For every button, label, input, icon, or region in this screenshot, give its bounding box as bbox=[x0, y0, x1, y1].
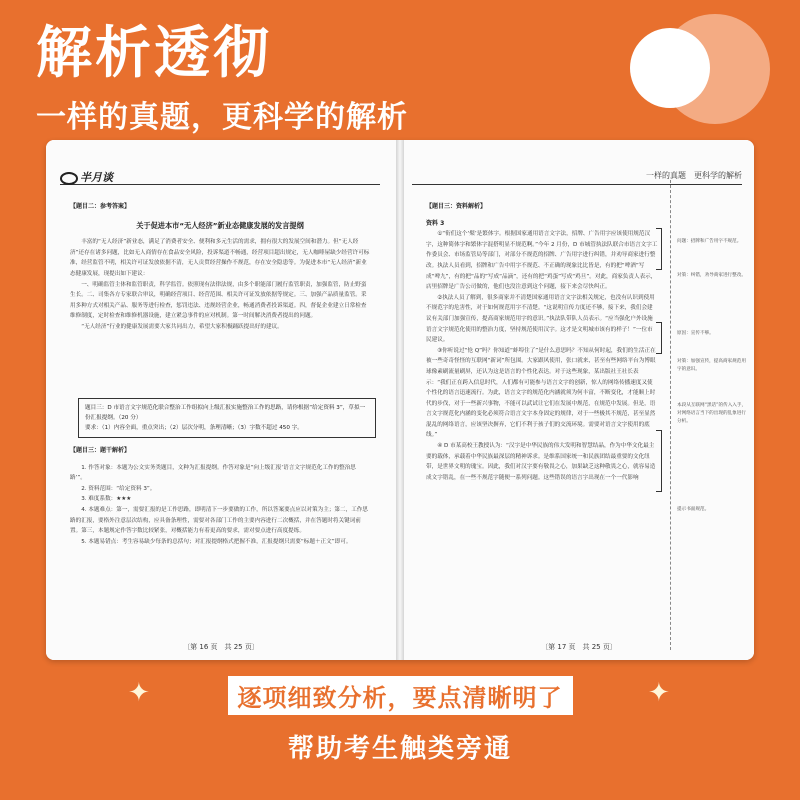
left-page-number: 〔第 16 页 共 25 页〕 bbox=[183, 643, 259, 651]
material-paragraph: ③你听说过“怆 Q”吗？你知道“蚌埠住了”是什么意思吗？不知从何时起，我们的生活正在被一些奇奇怪怪的互联网“新词”所包围。大家跟风使用，张口就来，甚至有些网络平台为博眼球像素刷流量刷屏，还认为这是语言的个性化表达。对于这些现象，某出版社王社长表示：“我们正在跨入信息时代，人们都有可能参与语言文字的创新，惊人的网络传播速度又使个性化的语言迅速流行。为此，语言文字的规范化内涵就须为何丰富，不断变化，才能顺上时代的步伐，对于一些新兴事物，不能可以武试让它们在发展中规范，在规范中发展。但是，语言文字规范化内涵的变化必须符合语言文字本身固定的规律，对于一些极其不规范，甚至显然混乱的网络语言，应该坚决摒弃，它们不利于孩子们的交流环境。需要对语言文字使用的底线。” bbox=[426, 347, 656, 439]
left-running-head bbox=[60, 166, 380, 185]
bracket-marker bbox=[656, 228, 662, 270]
material-paragraph: ②执法人员了解到，很多商家并不清楚国家通用语言文字法相关规定，也没有认识到使用不规范字的危害性，对于如何规范用字不清楚。“这说明宣传力度还不够，接下来，我们会建议有关部门加强宣传，提高商家规范用字的意识。”执法队带队人员表示。“应当强化户外设施语言文字规范化使用的整治力度，坚持规范使用汉字。这才是文明城市该有的样子！”一位市民建议。 bbox=[426, 294, 655, 344]
logo: 半月谈 bbox=[60, 171, 113, 184]
headline: 解析透彻 bbox=[36, 21, 272, 86]
analysis-item: 4. 本题难点：第一，需要汇报的是工作思路，即明清下一步要做的工作，所以答案要点应以对策为主；第二，工作思路的汇报，要格外注意层次结构，应具备条理性，需要对各部门工作的主要内容进行二次概括，并在答题时将关键词前置。第三，本题规定作答字数比较紧张，对概括能力有着更高的要求，需对要点进行高度提练。 bbox=[70, 506, 368, 535]
margin-notes-column bbox=[670, 180, 751, 650]
question-box: 题目三：D 市语言文字规范化联合整治工作组拟向上级汇报实施整治工作的思路，请你根据“给定资料 3”，草拟一份汇报提纲。（20 分） 要求：（1）内容全面，重点突出；（2）层次分明，条理清晰；（3）字数不超过 450 字。 bbox=[78, 398, 376, 438]
answer-section bbox=[70, 202, 370, 333]
margin-note: 对策：纠错，劝导商家进行整改。 bbox=[677, 273, 746, 278]
margin-note: 原因：宣传不够。 bbox=[677, 331, 714, 336]
answer-section-label: 【题目二：参考答案】 bbox=[70, 203, 131, 210]
tagline-primary: 逐项细致分析，要点清晰明了 bbox=[0, 676, 800, 715]
sparkle-left-icon: ✦ bbox=[128, 678, 150, 708]
logo-icon bbox=[60, 172, 78, 185]
analysis-item: 3. 难度系数：★★★ bbox=[81, 496, 132, 503]
answer-paragraph: 一、明确监管主体和监管职责，科学监管。依照现有法律法规，由多个职能部门履行监管职责，加强监管，防止野蛮生长。二、司集各方专家联合审议，明确经营项目、经营范围、相关许可证发放依据等规定。三、加强产品质量监管。采用多种方式对相关产品、服务等进行检查，惩罚违法、违规经营企业，畅通消费者投诉渠道。四，督促企业建立日常检查维修制度，定时检查和维修机器设施，建立紧急事件的应对机制。第一时间解决消费者提出的问题。 bbox=[70, 281, 367, 320]
bracket-marker bbox=[656, 430, 662, 492]
sparkle-right-icon: ✦ bbox=[648, 678, 670, 708]
margin-note: 提示书面规范。 bbox=[677, 507, 710, 512]
left-page bbox=[46, 140, 396, 660]
analysis-item: 1. 作答对象：本题为公文实务类题目，文种为汇报提纲。作答对象是“向上级汇报‘语言文字规范化工作的整治思路’”。 bbox=[70, 464, 356, 482]
material-title: 资料 3 bbox=[426, 219, 445, 227]
right-page-number: 〔第 17 页 共 25 页〕 bbox=[541, 643, 617, 651]
margin-note: 问题：招牌和广告用字不规范。 bbox=[677, 239, 742, 244]
right-page bbox=[404, 140, 754, 660]
right-running-head: 一样的真题 更科学的解析 bbox=[412, 170, 742, 185]
answer-paragraph: 丰富的“无人经济”新业态，满足了消费者安全、便利和多元生活的需求，拥有很大的发展空间和潜力。但“无人经济”还存在诸多问题，比如无人商情存在食品安全风险，投诉渠道不畅通，经营项目超出规定，无人咖啡屋缺少经营许可标准，经营监管不明，相关许可证发放依据不清，无人贡贸经营操作不规范，存在安全隐患等。为促进本市“无人经济”新业态健康发展，现提出如下建议： bbox=[70, 239, 370, 277]
material-section bbox=[426, 202, 658, 483]
bracket-marker bbox=[656, 322, 662, 354]
tagline-secondary: 帮助考生触类旁通 bbox=[287, 734, 512, 764]
subline: 一样的真题，更科学的解析 bbox=[36, 100, 408, 135]
material-section-label: 【题目三：资料解析】 bbox=[426, 203, 487, 210]
answer-paragraph: “无人经济”行业的健康发展需要大家共同出力，希望大家积极踊跃提出好的建议。 bbox=[81, 323, 283, 330]
margin-note: 对策：加强宣传，提高商家规范用字的意识。 bbox=[677, 359, 746, 372]
analysis-section bbox=[70, 446, 370, 547]
analysis-item: 5. 本题易错点：考生容易缺少每条的总括句；对汇报提纲格式把握不准，汇报提纲只需要“标题＋正文”即可。 bbox=[81, 538, 352, 545]
analysis-item: 2. 资料范围：“给定资料 3”。 bbox=[81, 485, 156, 492]
analysis-section-label: 【题目三：题干解析】 bbox=[70, 447, 131, 454]
open-book bbox=[46, 140, 754, 660]
material-paragraph: ④ D 市某高校王教授认为：“汉字是中华民族的伟大发明和智慧结晶，作为中华文化最主要的载体，承载着中华民族最深层的精神诉求。是维系国家统一和民族团结最重要的文化纽带，是世界文明的瑰宝。因此，我们对汉字要有敬畏之心，加果缺乏这种敬畏之心，就容易造成文字错乱，在一些不规范字随便一系列问题。这些错误的语言字出现在一个一代影响 bbox=[426, 443, 656, 481]
material-paragraph: ①“衔们这个‘檗’是繁体字。根据国家通用语言文字法，招牌、广告用字应该使用规范汉字，这种简体字和繁体字混搭明显不规范啊。”今年 2 月份，D 市城管执法队联合市语言文字工作委员会、市场监管局等部门，对部分不规范的招牌、广告用字进行纠错，并劝导商家进行整改。执法人员看到，招牌和广告中用字不规范、不正确的现象比比皆是，有的把“啤酒”写成“啤九”，有的把“品的”写成“品滴”，还有的把“鸡蛋”写成“鸡旦”。对此，商家负责人表示，店里招牌是广告公司做的，他们也没注意到这个问题，接下来会尽快纠正。 bbox=[426, 231, 658, 291]
decor-circle-white bbox=[630, 28, 710, 108]
book-spine bbox=[396, 140, 404, 660]
margin-note: 本段从互联网“黑话”的传入入手，对网络语言当下的出现的乱象进行分析。 bbox=[677, 403, 747, 424]
document-title: 关于促进本市“无人经济”新业态健康发展的发言提纲 bbox=[136, 220, 304, 230]
